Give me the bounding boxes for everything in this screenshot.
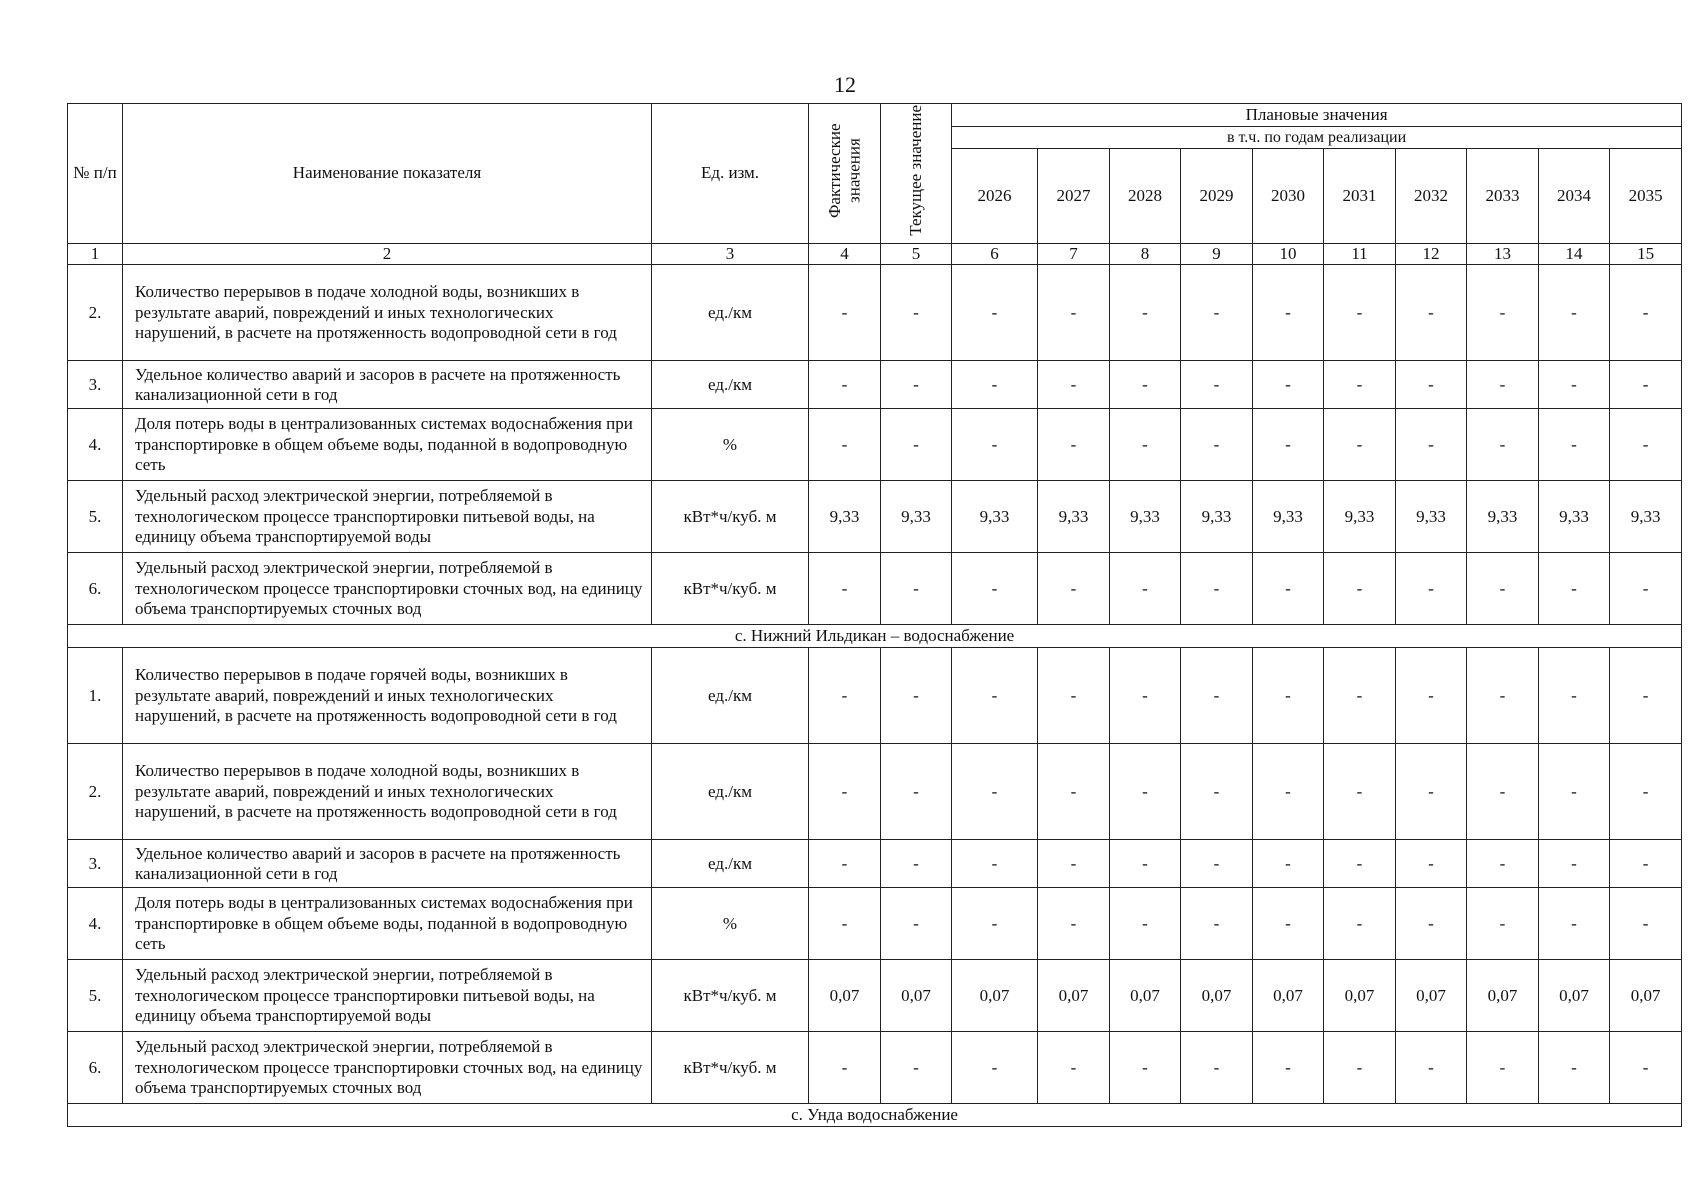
unit: ед./км [652,840,809,888]
value-cell: - [1324,840,1396,888]
value-cell: - [1110,409,1181,481]
header-actual [809,104,881,244]
value-cell: - [1539,648,1610,744]
value-cell: - [809,1032,881,1104]
value-cell: - [809,553,881,625]
column-number: 10 [1253,244,1324,265]
unit: ед./км [652,648,809,744]
indicator-name: Удельный расход электрической энергии, потребляемой в технологическом процессе транспортировки питьевой воды, на единицу объема транспортируемой воды [123,960,652,1032]
value-cell: - [809,265,881,361]
value-cell: - [1610,744,1682,840]
value-cell: - [952,361,1038,409]
value-cell: - [1038,409,1110,481]
value-cell: 9,33 [1253,481,1324,553]
value-cell: 0,07 [809,960,881,1032]
table-row [68,744,1682,840]
year-header: 2031 [1324,149,1396,244]
value-cell: - [1324,265,1396,361]
year-header: 2033 [1467,149,1539,244]
column-number: 4 [809,244,881,265]
value-cell: - [1110,553,1181,625]
value-cell: - [1610,265,1682,361]
value-cell: - [881,888,952,960]
indicator-name: Количество перерывов в подаче холодной воды, возникших в результате аварий, повреждений и иных технологических нарушений, в расчете на протяженность водопроводной сети в год [123,265,652,361]
value-cell: 9,33 [1324,481,1396,553]
year-header: 2032 [1396,149,1467,244]
unit: ед./км [652,265,809,361]
table-row [68,960,1682,1032]
value-cell: - [1610,840,1682,888]
value-cell: - [881,744,952,840]
header-current [881,104,952,244]
value-cell: 0,07 [1038,960,1110,1032]
value-cell: - [881,648,952,744]
row-number: 5. [68,960,123,1032]
column-number: 12 [1396,244,1467,265]
value-cell: 0,07 [1467,960,1539,1032]
value-cell: 0,07 [1181,960,1253,1032]
row-number: 4. [68,888,123,960]
value-cell: - [1396,840,1467,888]
value-cell: 9,33 [1467,481,1539,553]
indicator-name: Доля потерь воды в централизованных системах водоснабжения при транспортировке в общем объеме воды, поданной в водопроводную сеть [123,888,652,960]
value-cell: - [1467,648,1539,744]
value-cell: - [1467,265,1539,361]
value-cell: - [1467,840,1539,888]
column-number: 9 [1181,244,1253,265]
value-cell: - [1324,553,1396,625]
value-cell: - [952,840,1038,888]
column-number: 1 [68,244,123,265]
year-header: 2028 [1110,149,1181,244]
value-cell: - [1181,361,1253,409]
column-number: 14 [1539,244,1610,265]
value-cell: - [1110,265,1181,361]
value-cell: - [1110,888,1181,960]
value-cell: - [1539,553,1610,625]
header-actual-label: Фактические значения [824,123,864,219]
value-cell: - [952,553,1038,625]
value-cell: - [1110,744,1181,840]
year-header: 2030 [1253,149,1324,244]
value-cell: - [1038,553,1110,625]
value-cell: 9,33 [1396,481,1467,553]
table-row [68,409,1682,481]
value-cell: - [1181,1032,1253,1104]
value-cell: - [1539,265,1610,361]
value-cell: 9,33 [1610,481,1682,553]
row-number: 5. [68,481,123,553]
value-cell: 0,07 [1610,960,1682,1032]
year-header: 2029 [1181,149,1253,244]
value-cell: - [952,648,1038,744]
value-cell: 0,07 [1396,960,1467,1032]
value-cell: 0,07 [1253,960,1324,1032]
value-cell: - [1539,888,1610,960]
value-cell: - [1038,888,1110,960]
column-number: 11 [1324,244,1396,265]
value-cell: - [1324,361,1396,409]
value-cell: - [952,744,1038,840]
indicator-name: Количество перерывов в подаче горячей воды, возникших в результате аварий, повреждений и иных технологических нарушений, в расчете на протяженность водопроводной сети в год [123,648,652,744]
unit: % [652,409,809,481]
value-cell: - [1253,1032,1324,1104]
value-cell: 9,33 [952,481,1038,553]
value-cell: - [1610,553,1682,625]
value-cell: - [1181,888,1253,960]
value-cell: - [1253,265,1324,361]
value-cell: - [881,553,952,625]
header-name: Наименование показателя [123,104,652,244]
year-header: 2034 [1539,149,1610,244]
table-row [68,481,1682,553]
indicator-name: Удельное количество аварий и засоров в расчете на протяженность канализационной сети в год [123,361,652,409]
value-cell: 9,33 [809,481,881,553]
value-cell: - [1396,361,1467,409]
value-cell: - [1324,744,1396,840]
unit: ед./км [652,361,809,409]
indicator-name: Удельный расход электрической энергии, потребляемой в технологическом процессе транспортировки питьевой воды, на единицу объема транспортируемой воды [123,481,652,553]
table-row [68,265,1682,361]
value-cell: - [1539,840,1610,888]
value-cell: - [1610,1032,1682,1104]
value-cell: - [1038,744,1110,840]
value-cell: - [1324,409,1396,481]
unit: кВт*ч/куб. м [652,553,809,625]
section-title: с. Нижний Ильдикан – водоснабжение [68,625,1682,648]
value-cell: - [1610,409,1682,481]
value-cell: - [952,1032,1038,1104]
value-cell: - [1253,361,1324,409]
value-cell: - [1396,1032,1467,1104]
value-cell: - [1467,1032,1539,1104]
page-number: 12 [834,72,856,97]
value-cell: - [809,361,881,409]
value-cell: - [1467,409,1539,481]
value-cell: - [1539,744,1610,840]
header-current-label: Текущее значение [906,105,926,237]
value-cell: - [1467,888,1539,960]
value-cell: 0,07 [881,960,952,1032]
row-number: 6. [68,553,123,625]
indicator-name: Удельный расход электрической энергии, потребляемой в технологическом процессе транспортировки сточных вод, на единицу объема транспортируемых сточных вод [123,1032,652,1104]
table-row [68,888,1682,960]
column-number: 6 [952,244,1038,265]
table-row [68,648,1682,744]
value-cell: 0,07 [1539,960,1610,1032]
header-num: № п/п [68,104,123,244]
value-cell: - [881,409,952,481]
value-cell: - [952,888,1038,960]
value-cell: - [1253,888,1324,960]
value-cell: - [1610,888,1682,960]
value-cell: - [1253,553,1324,625]
value-cell: - [1253,744,1324,840]
indicator-name: Удельное количество аварий и засоров в расчете на протяженность канализационной сети в год [123,840,652,888]
section-title: с. Унда водоснабжение [68,1104,1682,1127]
value-cell: - [809,409,881,481]
column-number: 13 [1467,244,1539,265]
unit: кВт*ч/куб. м [652,1032,809,1104]
value-cell: - [1610,361,1682,409]
value-cell: 0,07 [1324,960,1396,1032]
value-cell: - [1181,648,1253,744]
column-number: 7 [1038,244,1110,265]
value-cell: 0,07 [952,960,1038,1032]
row-number: 1. [68,648,123,744]
row-number: 4. [68,409,123,481]
column-number: 2 [123,244,652,265]
value-cell: - [1038,361,1110,409]
value-cell: - [809,888,881,960]
indicator-name: Удельный расход электрической энергии, потребляемой в технологическом процессе транспортировки сточных вод, на единицу объема транспортируемых сточных вод [123,553,652,625]
value-cell: - [1181,553,1253,625]
section-row [68,625,1682,648]
table-row [68,553,1682,625]
value-cell: 9,33 [1539,481,1610,553]
header-planned: Плановые значения [952,104,1682,127]
value-cell: - [809,648,881,744]
value-cell: - [1396,648,1467,744]
value-cell: - [1038,1032,1110,1104]
section-row [68,1104,1682,1127]
column-number: 3 [652,244,809,265]
column-number: 5 [881,244,952,265]
value-cell: - [1181,840,1253,888]
value-cell: - [1038,840,1110,888]
value-cell: - [952,265,1038,361]
table-row [68,1032,1682,1104]
value-cell: - [1396,888,1467,960]
column-number: 8 [1110,244,1181,265]
value-cell: - [1396,265,1467,361]
row-number: 6. [68,1032,123,1104]
unit: ед./км [652,744,809,840]
value-cell: - [809,840,881,888]
indicators-table [67,103,1682,1127]
value-cell: - [809,744,881,840]
table-row [68,361,1682,409]
value-cell: - [1396,553,1467,625]
year-header: 2035 [1610,149,1682,244]
row-number: 3. [68,361,123,409]
value-cell: 9,33 [1110,481,1181,553]
value-cell: - [952,409,1038,481]
value-cell: - [1467,361,1539,409]
header-by-years: в т.ч. по годам реализации [952,127,1682,149]
value-cell: - [1181,744,1253,840]
value-cell: - [1610,648,1682,744]
value-cell: - [1396,744,1467,840]
value-cell: - [881,361,952,409]
value-cell: - [1110,1032,1181,1104]
value-cell: - [1324,1032,1396,1104]
indicator-name: Доля потерь воды в централизованных системах водоснабжения при транспортировке в общем объеме воды, поданной в водопроводную сеть [123,409,652,481]
value-cell: 9,33 [1038,481,1110,553]
value-cell: - [1110,840,1181,888]
value-cell: - [881,1032,952,1104]
value-cell: - [1396,409,1467,481]
indicator-name: Количество перерывов в подаче холодной воды, возникших в результате аварий, повреждений и иных технологических нарушений, в расчете на протяженность водопроводной сети в год [123,744,652,840]
value-cell: 0,07 [1110,960,1181,1032]
row-number: 2. [68,744,123,840]
value-cell: - [1253,648,1324,744]
table-row [68,840,1682,888]
value-cell: - [1324,648,1396,744]
value-cell: - [1539,1032,1610,1104]
row-number: 2. [68,265,123,361]
value-cell: - [881,840,952,888]
value-cell: - [1181,265,1253,361]
header-unit: Ед. изм. [652,104,809,244]
unit: кВт*ч/куб. м [652,960,809,1032]
value-cell: - [1038,648,1110,744]
row-number: 3. [68,840,123,888]
value-cell: - [1324,888,1396,960]
value-cell: - [1467,744,1539,840]
value-cell: - [1539,409,1610,481]
year-header: 2027 [1038,149,1110,244]
value-cell: - [1110,361,1181,409]
value-cell: - [1467,553,1539,625]
value-cell: - [1110,648,1181,744]
year-header: 2026 [952,149,1038,244]
value-cell: - [1253,409,1324,481]
value-cell: 9,33 [881,481,952,553]
value-cell: - [1181,409,1253,481]
column-number: 15 [1610,244,1682,265]
value-cell: - [1253,840,1324,888]
unit: % [652,888,809,960]
value-cell: - [881,265,952,361]
unit: кВт*ч/куб. м [652,481,809,553]
value-cell: - [1539,361,1610,409]
value-cell: 9,33 [1181,481,1253,553]
value-cell: - [1038,265,1110,361]
